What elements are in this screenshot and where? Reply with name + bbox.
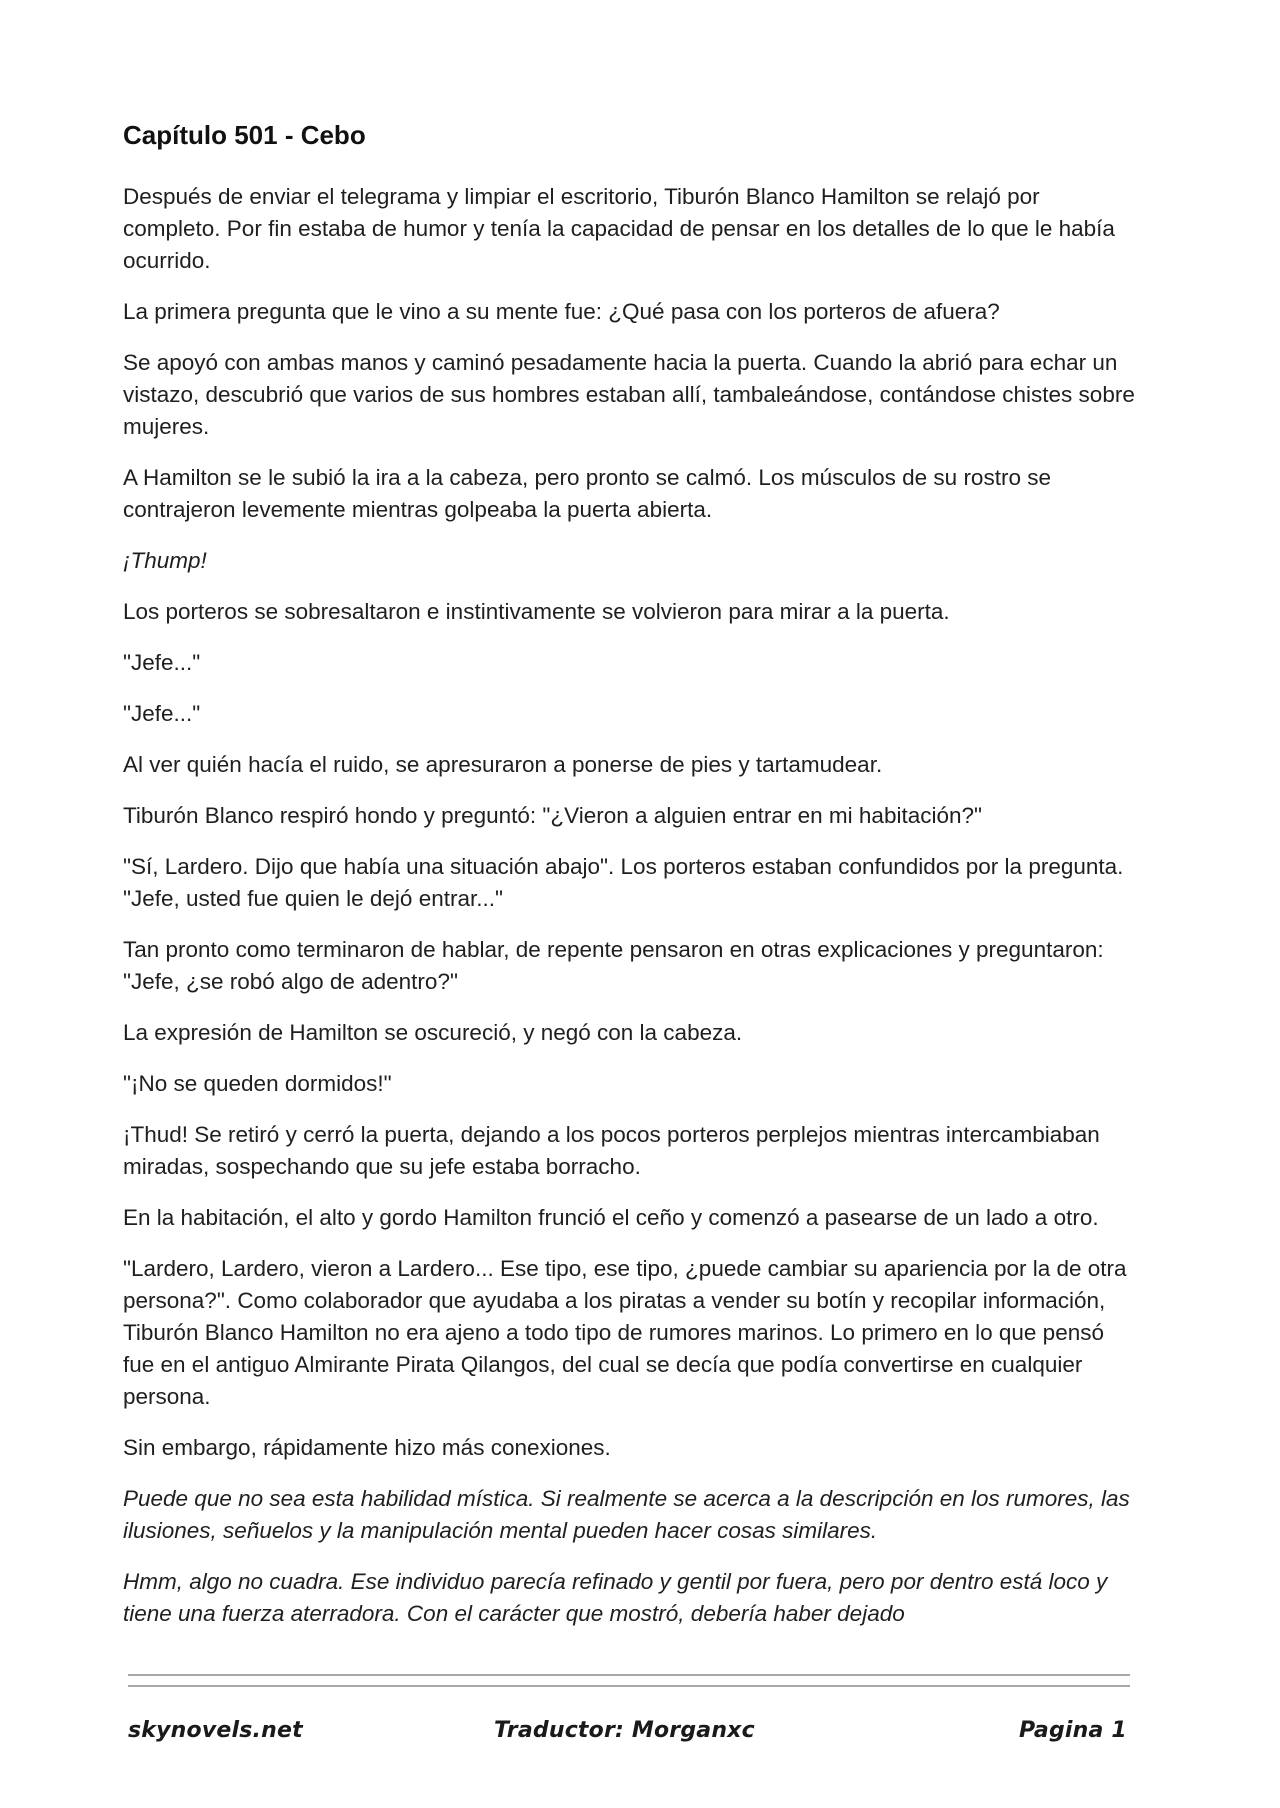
paragraph: ¡Thump! (123, 548, 207, 574)
paragraph: Se apoyó con ambas manos y caminó pesadamente hacia la puerta. Cuando la abrió para echar un vistazo, descubrió que varios de sus hombres estaban allí, tambaleándose, contándose chistes sobre mujeres. (123, 350, 1135, 440)
footer-site: skynovels.net (128, 1718, 303, 1743)
footer-translator: Traductor: Morganxc (494, 1718, 755, 1743)
footer-page-number: Pagina 1 (1019, 1718, 1127, 1743)
paragraph: "Lardero, Lardero, vieron a Lardero... Ese tipo, ese tipo, ¿puede cambiar su apariencia por la de otra persona?". Como colaborador que ayudaba a los piratas a vender su botín y recopilar información, Tiburón Blanco Hamilton no era ajeno a todo tipo de rumores marinos. Lo primero en lo que pensó fue en el antiguo Almirante Pirata Qilangos, del cual se decía que podía convertirse en cualquier persona. (123, 1256, 1127, 1410)
paragraph: Sin embargo, rápidamente hizo más conexiones. (123, 1435, 611, 1461)
paragraph: Hmm, algo no cuadra. Ese individuo parecía refinado y gentil por fuera, pero por dentro está loco y tiene una fuerza aterradora. Con el carácter que mostró, debería haber dejado (123, 1569, 1108, 1627)
paragraph: Puede que no sea esta habilidad mística. Si realmente se acerca a la descripción en los rumores, las ilusiones, señuelos y la manipulación mental pueden hacer cosas similares. (123, 1486, 1130, 1544)
footer-divider (128, 1685, 1130, 1687)
paragraph: Después de enviar el telegrama y limpiar el escritorio, Tiburón Blanco Hamilton se relajó por completo. Por fin estaba de humor y tenía la capacidad de pensar en los detalles de lo que le había ocurrido. (123, 184, 1115, 274)
paragraph: "¡No se queden dormidos!" (123, 1071, 392, 1097)
paragraph: En la habitación, el alto y gordo Hamilton frunció el ceño y comenzó a pasearse de un lado a otro. (123, 1205, 1099, 1231)
paragraph: "Sí, Lardero. Dijo que había una situación abajo". Los porteros estaban confundidos por la pregunta. "Jefe, usted fue quien le dejó entrar..." (123, 854, 1124, 912)
page-content (123, 120, 1138, 1630)
paragraph: ¡Thud! Se retiró y cerró la puerta, dejando a los pocos porteros perplejos mientras intercambiaban miradas, sospechando que su jefe estaba borracho. (123, 1122, 1100, 1180)
paragraph: La primera pregunta que le vino a su mente fue: ¿Qué pasa con los porteros de afuera? (123, 299, 1000, 325)
paragraph: Tan pronto como terminaron de hablar, de repente pensaron en otras explicaciones y preguntaron: "Jefe, ¿se robó algo de adentro?" (123, 937, 1104, 995)
paragraph: Los porteros se sobresaltaron e instintivamente se volvieron para mirar a la puerta. (123, 599, 950, 625)
chapter-title: Capítulo 501 - Cebo (123, 120, 366, 150)
paragraph: La expresión de Hamilton se oscureció, y negó con la cabeza. (123, 1020, 743, 1046)
footer-divider (128, 1674, 1130, 1676)
paragraph: A Hamilton se le subió la ira a la cabeza, pero pronto se calmó. Los músculos de su rostro se contrajeron levemente mientras golpeaba la puerta abierta. (123, 465, 1051, 523)
paragraph: "Jefe..." (123, 650, 201, 676)
paragraph: "Jefe..." (123, 701, 201, 727)
paragraph: Tiburón Blanco respiró hondo y preguntó: "¿Vieron a alguien entrar en mi habitación?" (123, 803, 982, 829)
paragraph: Al ver quién hacía el ruido, se apresuraron a ponerse de pies y tartamudear. (123, 752, 883, 778)
